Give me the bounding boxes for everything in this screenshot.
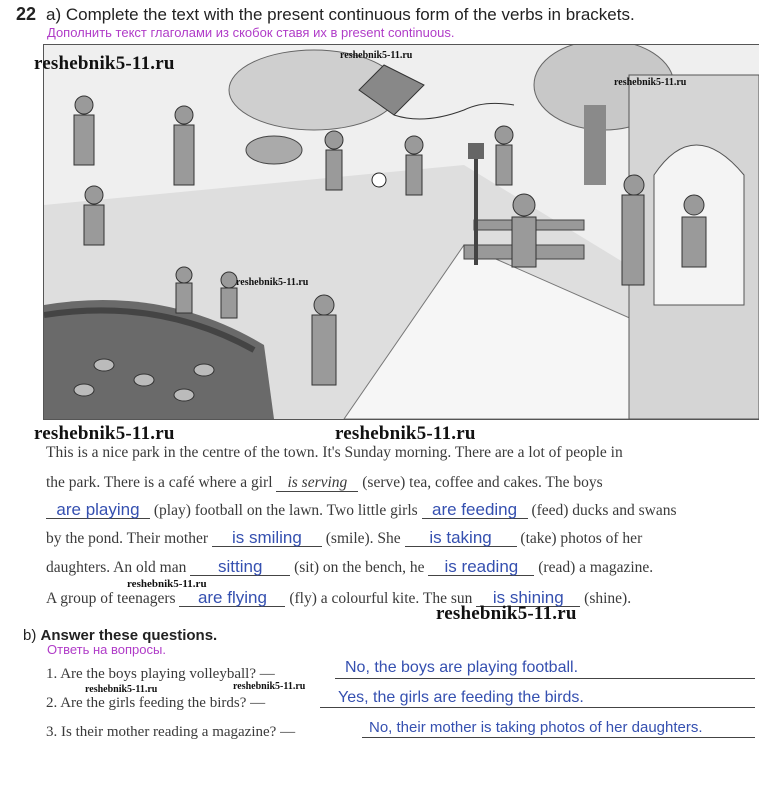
text-fragment: the park. There is a café where a girl	[46, 474, 273, 491]
text-fragment: (smile). She	[325, 530, 401, 547]
watermark: reshebnik5-11.ru	[127, 578, 207, 590]
answer-8: is shining	[476, 590, 580, 607]
exercise-number: 22	[16, 4, 37, 24]
question-number: 1.	[46, 666, 58, 682]
question-text: Are the boys playing volleyball? —	[60, 666, 275, 682]
watermark: reshebnik5-11.ru	[340, 50, 413, 61]
watermark: reshebnik5-11.ru	[436, 603, 577, 624]
answer-6: is reading	[428, 559, 534, 576]
question-2-answer: Yes, the girls are feeding the birds.	[338, 689, 584, 706]
park-illustration	[43, 44, 759, 420]
text-fragment: (feed) ducks and swans	[531, 502, 677, 519]
text-line-4	[46, 530, 642, 548]
question-number: 2.	[46, 695, 58, 711]
part-a-russian: Дополнить текст глаголами из скобок ставя их в present continuous.	[47, 25, 455, 40]
text-fragment: (take) photos of her	[520, 530, 643, 547]
question-1-answer: No, the boys are playing football.	[345, 659, 579, 676]
question-2	[46, 695, 265, 712]
answer-7: are flying	[179, 590, 285, 607]
part-b-instruction: Answer these questions.	[40, 627, 218, 644]
text-fragment: (serve) tea, coffee and cakes. The boys	[362, 474, 603, 491]
part-a-instruction: Complete the text with the present continuous form of the verbs in brackets.	[65, 5, 635, 24]
answer-5: sitting	[190, 559, 290, 576]
text-line-1: This is a nice park in the centre of the town. It's Sunday morning. There are a lot of people in	[46, 444, 623, 461]
watermark: reshebnik5-11.ru	[34, 423, 175, 444]
question-3	[46, 724, 295, 741]
question-text: Is their mother reading a magazine? —	[61, 724, 296, 740]
watermark: reshebnik5-11.ru	[236, 277, 309, 288]
text-fragment: (fly) a colourful kite. The sun	[289, 590, 473, 607]
text-fragment: (play) football on the lawn. Two little girls	[153, 502, 418, 519]
question-text: Are the girls feeding the birds? —	[60, 695, 266, 711]
answer-line-1	[335, 678, 755, 679]
watermark: reshebnik5-11.ru	[233, 681, 306, 692]
part-b-letter: b)	[23, 627, 37, 644]
part-b-russian: Ответь на вопросы.	[47, 642, 166, 657]
text-line-3	[46, 502, 677, 520]
question-number: 3.	[46, 724, 58, 740]
text-fragment: A group of teenagers	[46, 590, 176, 607]
question-3-answer: No, their mother is taking photos of her daughters.	[369, 719, 703, 736]
text-fragment: (read) a magazine.	[538, 559, 654, 576]
part-a-letter: a)	[46, 5, 62, 24]
watermark: reshebnik5-11.ru	[34, 53, 175, 74]
text-fragment: daughters. An old man	[46, 559, 187, 576]
answer-2: are feeding	[422, 502, 528, 519]
watermark: reshebnik5-11.ru	[335, 423, 476, 444]
text-line-2	[46, 474, 603, 492]
park-scene	[44, 45, 759, 419]
text-fragment: (shine).	[584, 590, 632, 607]
text-fragment: (sit) on the bench, he	[294, 559, 425, 576]
example-answer: is serving	[276, 475, 358, 492]
watermark: reshebnik5-11.ru	[85, 684, 158, 695]
answer-line-2	[320, 707, 755, 708]
answer-line-3	[362, 737, 755, 738]
answer-4: is taking	[405, 530, 517, 547]
part-a-title	[46, 5, 635, 25]
watermark: reshebnik5-11.ru	[614, 77, 687, 88]
answer-3: is smiling	[212, 530, 322, 547]
text-fragment: by the pond. Their mother	[46, 530, 209, 547]
answer-1: are playing	[46, 502, 150, 519]
text-line-5	[46, 559, 653, 577]
